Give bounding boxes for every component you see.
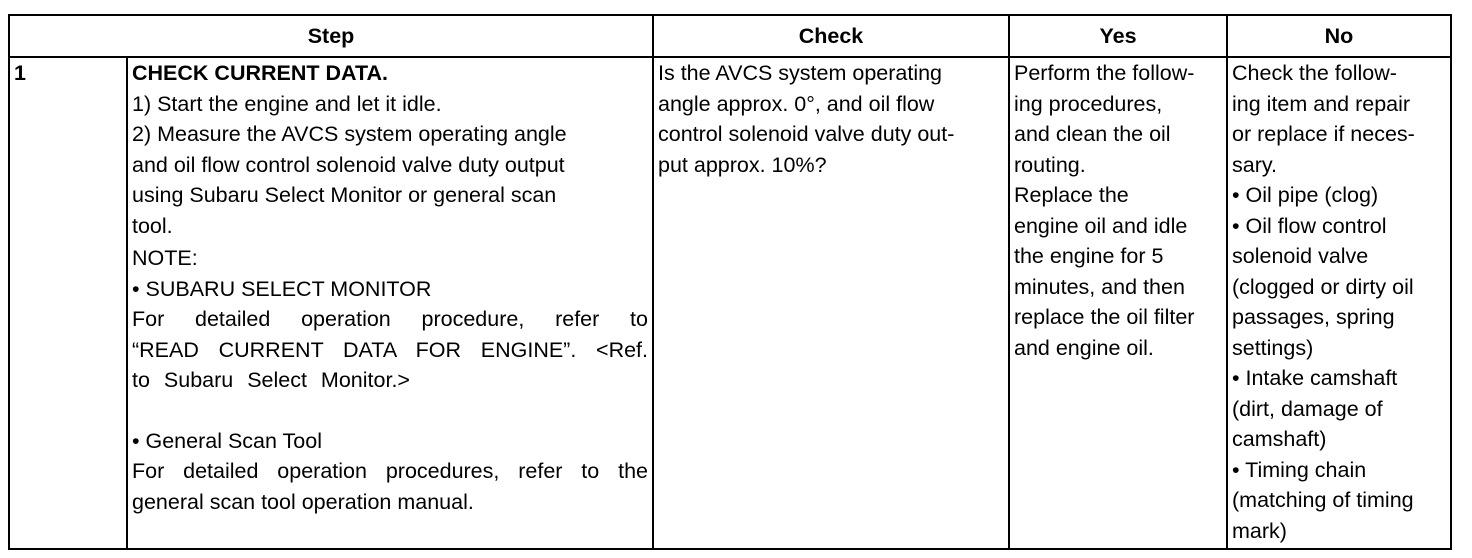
step-item-2-line-3: using Subaru Select Monitor or general scan xyxy=(132,183,557,207)
no-line-5: • Oil pipe (clog) xyxy=(1232,183,1379,207)
no-line-11: • Intake camshaft xyxy=(1232,366,1398,390)
no-line-4: sary. xyxy=(1232,152,1277,177)
step-number: 1 xyxy=(9,57,127,549)
no-line-6: • Oil flow control xyxy=(1232,213,1387,238)
check-line-2: angle approx. 0°, and oil flow xyxy=(658,91,935,116)
header-row xyxy=(9,15,1451,57)
no-line-8: (clogged or dirty oil xyxy=(1232,274,1414,299)
header-step: Step xyxy=(9,15,653,57)
yes-line-10: and engine oil. xyxy=(1014,335,1154,360)
ssm-text-line-1: For detailed operation procedure, refer to xyxy=(132,307,648,331)
gst-heading: • General Scan Tool xyxy=(132,428,322,453)
step-cell xyxy=(127,57,653,549)
step-item-2-line-1: 2) Measure the AVCS system operating angle xyxy=(132,122,567,146)
step-title: CHECK CURRENT DATA. xyxy=(132,61,388,85)
gst-text-line-2: general scan tool operation manual. xyxy=(132,489,474,514)
no-line-15: (matching of timing xyxy=(1232,488,1414,512)
step-item-2-line-2: and oil flow control solenoid valve duty output xyxy=(132,152,565,177)
no-line-10: settings) xyxy=(1232,335,1314,360)
no-line-14: • Timing chain xyxy=(1232,457,1367,482)
no-line-16: mark) xyxy=(1232,518,1287,543)
yes-line-8: minutes, and then xyxy=(1014,274,1185,299)
ssm-heading: • SUBARU SELECT MONITOR xyxy=(132,276,432,301)
yes-line-1: Perform the follow- xyxy=(1014,61,1195,85)
yes-line-2: ing procedures, xyxy=(1014,91,1163,116)
yes-line-9: replace the oil filter xyxy=(1014,305,1195,329)
check-line-1: Is the AVCS system operating xyxy=(658,61,943,85)
no-line-7: solenoid valve xyxy=(1232,244,1369,268)
step-item-2-line-4: tool. xyxy=(132,213,173,238)
check-line-3: control solenoid valve duty out- xyxy=(658,122,955,146)
no-line-2: ing item and repair xyxy=(1232,91,1411,116)
table-row xyxy=(9,57,1451,549)
spacer xyxy=(132,396,648,426)
yes-line-3: and clean the oil xyxy=(1014,122,1171,146)
diagnostic-table xyxy=(8,14,1452,550)
yes-line-5: Replace the xyxy=(1014,183,1129,207)
check-cell xyxy=(653,57,1009,549)
header-yes: Yes xyxy=(1009,15,1227,57)
no-line-9: passages, spring xyxy=(1232,305,1395,329)
header-no: No xyxy=(1227,15,1451,57)
note-label: NOTE: xyxy=(132,246,198,270)
header-check: Check xyxy=(653,15,1009,57)
no-line-12: (dirt, damage of xyxy=(1232,396,1383,421)
step-item-1: 1) Start the engine and let it idle. xyxy=(132,91,442,116)
no-line-3: or replace if neces- xyxy=(1232,122,1415,146)
no-cell xyxy=(1227,57,1451,549)
check-line-4: put approx. 10%? xyxy=(658,152,827,177)
yes-cell xyxy=(1009,57,1227,549)
ssm-text-line-3: to Subaru Select Monitor.> xyxy=(132,368,410,392)
gst-text-line-1: For detailed operation procedures, refer to the xyxy=(132,459,648,483)
no-line-13: camshaft) xyxy=(1232,427,1327,451)
yes-line-7: the engine for 5 xyxy=(1014,244,1164,268)
yes-line-6: engine oil and idle xyxy=(1014,213,1188,238)
ssm-text-line-2: “READ CURRENT DATA FOR ENGINE”. <Ref. xyxy=(132,337,648,362)
no-line-1: Check the follow- xyxy=(1232,61,1397,85)
yes-line-4: routing. xyxy=(1014,152,1086,177)
